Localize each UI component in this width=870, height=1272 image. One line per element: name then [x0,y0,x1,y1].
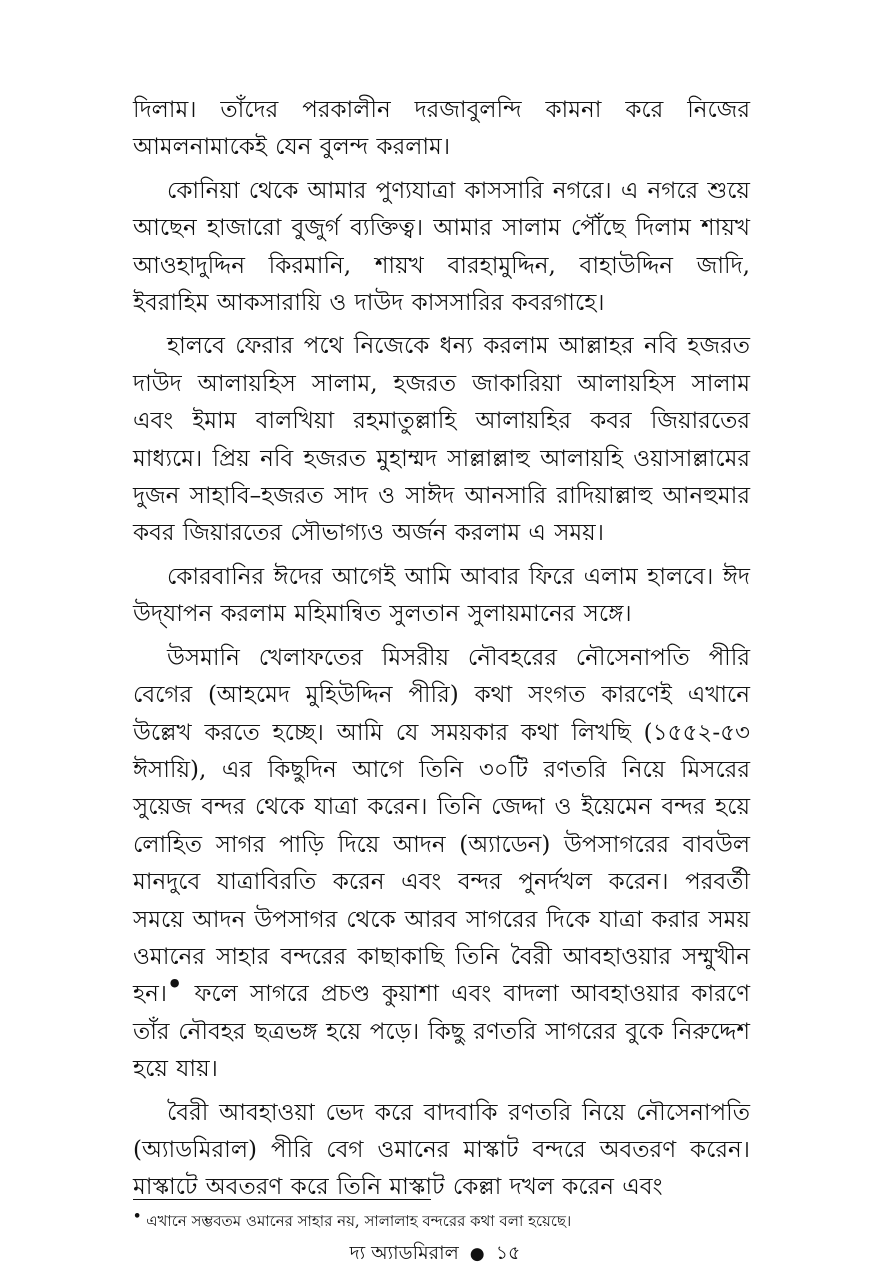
footer-book-title: দ্য অ্যাডমিরাল [349,1242,459,1264]
paragraph-1: দিলাম। তাঁদের পরকালীন দরজাবুলন্দি কামনা করে নিজের আমলনামাকেই যেন বুলন্দ করলাম। [133,97,750,161]
footnote-divider [133,1199,431,1200]
page-number: ১৫ [495,1242,521,1264]
page-body [133,92,750,1213]
paragraph-5-text-after-note: ফলে সাগরে প্রচণ্ড কুয়াশা এবং বাদলা আবহাওয়ার কারণে তাঁর নৌবহর ছত্রভঙ্গ হয়ে পড়ে। কিছু রণতরি সাগরের বুকে নিরুদ্দেশ হয়ে যায়। [133,981,750,1083]
paragraph-5 [133,640,750,1089]
running-footer [0,1240,870,1267]
footnote [133,1210,750,1232]
paragraph-3: হালবে ফেরার পথে নিজেকে ধন্য করলাম আল্লাহর নবি হজরত দাউদ আলায়হিস সালাম, হজরত জাকারিয়া আলায়হিস সালাম এবং ইমাম বালখিয়া রহমাতুল্লাহি আলায়হির কবর জিয়ারতের মাধ্যমে। প্রিয় নবি হজরত মুহাম্মদ সাল্লাল্লাহু আলায়হি ওয়াসাল্লামের দুজন সাহাবি–হজরত সাদ ও সাঈদ আনসারি রাদিয়াল্লাহু আনহুমার কবর জিয়ারতের সৌভাগ্যও অর্জন করলাম এ সময়। [133,333,750,547]
footnote-mark: • [133,1209,142,1224]
footer-bullet-icon: ● [469,1244,485,1264]
footnote-text: এখানে সম্ভবতম ওমানের সাহার নয়, সালালাহ বন্দরের কথা বলা হয়েছে। [141,1212,572,1230]
paragraph-6: বৈরী আবহাওয়া ভেদ করে বাদবাকি রণতরি নিয়ে নৌসেনাপতি (অ্যাডমিরাল) পীরি বেগ ওমানের মাস্কাট বন্দরে অবতরণ করেন। মাস্কাটে অবতরণ করে তিনি মাস্কাট কেল্লা দখল করেন এবং [133,1099,750,1201]
paragraph-4: কোরবানির ঈদের আগেই আমি আবার ফিরে এলাম হালবে। ঈদ উদ্‌যাপন করলাম মহিমান্বিত সুলতান সুলায়মানের সঙ্গে। [133,563,750,628]
paragraph-5-text-before-note: উসমানি খেলাফতের মিসরীয় নৌবহরের নৌসেনাপতি পীরি বেগের (আহমেদ মুহিউদ্দিন পীরি) কথা সংগত কারণেই এখানে উল্লেখ করতে হচ্ছে। আমি যে সময়কার কথা লিখছি (১৫৫২-৫৩ ঈসায়ি), এর কিছুদিন আগে তিনি ৩০টি রণতরি নিয়ে মিসরের সুয়েজ বন্দর থেকে যাত্রা করেন। তিনি জেদ্দা ও ইয়েমেন বন্দর হয়ে লোহিত সাগর পাড়ি দিয়ে আদন (অ্যাডেন) উপসাগরের বাবউল মানদুবে যাত্রাবিরতি করেন এবং বন্দর পুনর্দখল করেন। পরবর্তী সময়ে আদন উপসাগর থেকে আরব সাগরের দিকে যাত্রা করার সময় ওমানের সাহার বন্দরের কাছাকাছি তিনি বৈরী আবহাওয়ার সম্মুখীন হন। [133,644,750,1008]
footnote-reference-mark: • [167,969,183,999]
paragraph-2: কোনিয়া থেকে আমার পুণ্যযাত্রা কাসসারি নগরে। এ নগরে শুয়ে আছেন হাজারো বুজুর্গ ব্যক্তিত্ব। আমার সালাম পৌঁছে দিলাম শায়খ আওহাদুদ্দিন কিরমানি, শায়খ বারহামুদ্দিন, বাহাউদ্দিন জাদি, ইবরাহিম আকসারায়ি ও দাউদ কাসসারির কবরগাহে। [133,177,750,317]
